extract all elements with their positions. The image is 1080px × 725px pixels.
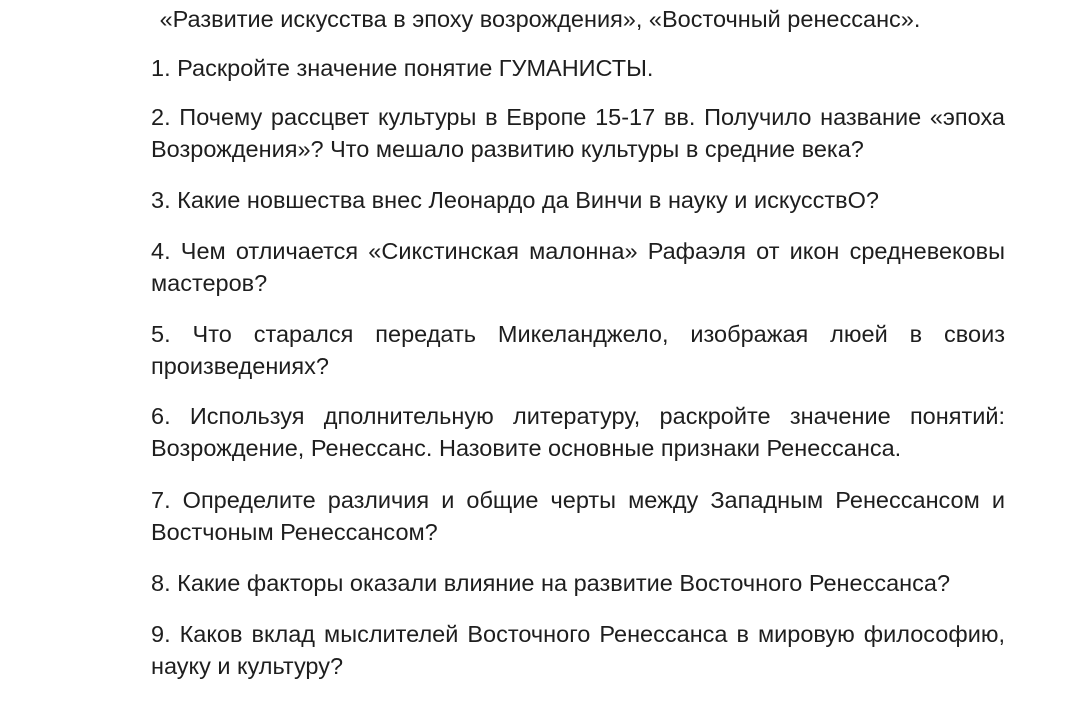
- question-item-8: 8. Какие факторы оказали влияние на развитие Восточного Ренессанса?: [151, 570, 951, 596]
- question-item-3: 3. Какие новшества внес Леонардо да Винчи в науку и искусствО?: [151, 187, 879, 213]
- question-item-6: 6. Используя дполнительную литературу, раскройте значение понятий: Возрождение, Ренессанс. Назовите основные признаки Ренессанса.: [151, 403, 1005, 461]
- question-item-9: 9. Каков вклад мыслителей Восточного Ренессанса в мировую философию, науку и культуру?: [151, 621, 1005, 679]
- question-item-7: 7. Определите различия и общие черты между Западным Ренессансом и Востчоным Ренессансом?: [151, 487, 1005, 545]
- question-item-2: 2. Почему рассцвет культуры в Европе 15-17 вв. Получило название «эпоха Возрождения»? Что мешало развитию культуры в средние века?: [151, 104, 1005, 162]
- question-item-4: 4. Чем отличается «Сикстинская малонна» Рафаэля от икон средневековы мастеров?: [151, 238, 1005, 296]
- question-item-1: 1. Раскройте значение понятие ГУМАНИСТЫ.: [151, 55, 654, 81]
- question-item-5: 5. Что старался передать Микеланджело, изображая люей в своиз произведениях?: [151, 321, 1005, 379]
- document-heading: «Развитие искусства в эпоху возрождения», «Восточный ренессанс».: [159, 6, 921, 32]
